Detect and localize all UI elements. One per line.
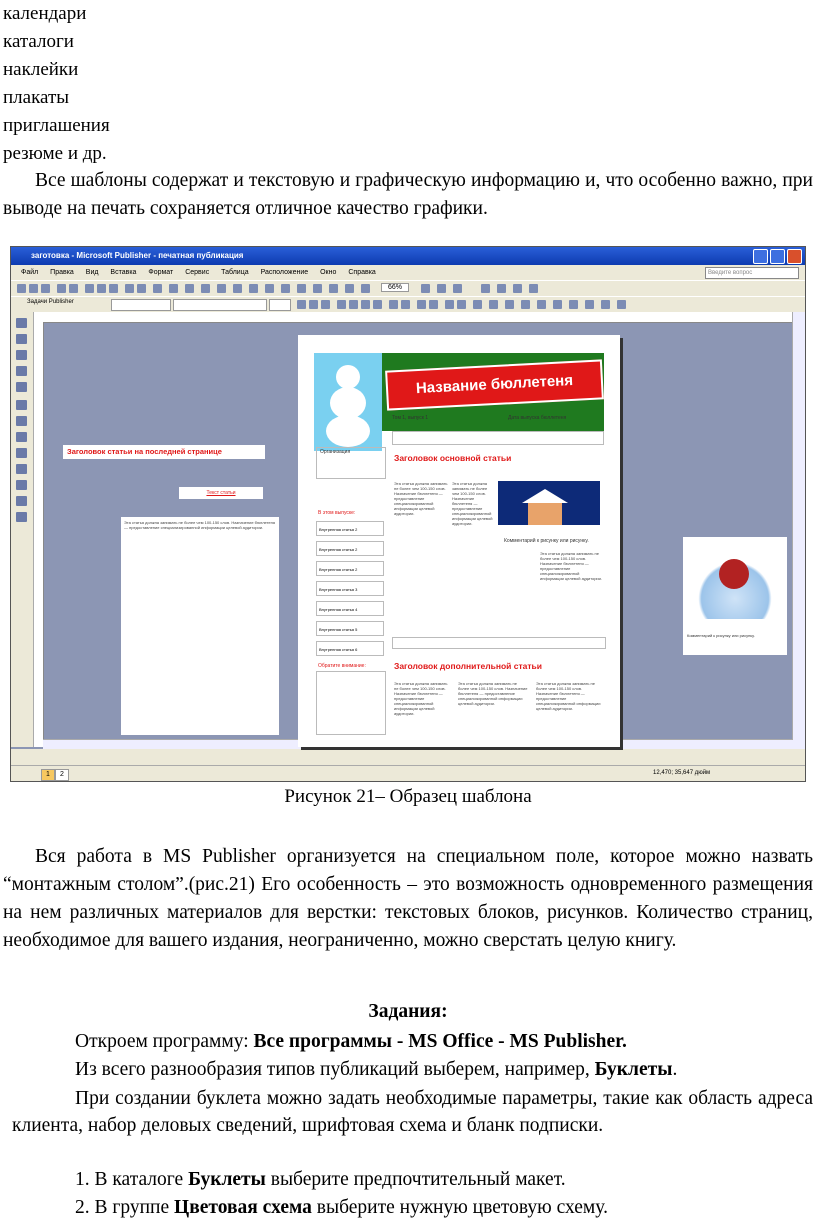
issue-date: Дата выпуска бюллетеня xyxy=(508,415,567,421)
list-item: наклейки xyxy=(3,59,79,80)
paragraph: Все шаблоны содержат и текстовую и графическую информацию и, что особенно важно, при выводе на печать сохраняется отличное качество графики. xyxy=(3,170,813,219)
horizontal-ruler xyxy=(33,312,805,323)
issue: Том 1, выпуск 1 xyxy=(392,415,429,421)
status-bar xyxy=(11,765,805,782)
list-item: приглашения xyxy=(3,115,110,136)
menu-item: Вставка xyxy=(110,269,137,276)
maximize-icon xyxy=(770,249,785,264)
menu-bar xyxy=(11,265,805,280)
text-column: Эта статья должна занимать не более чем 100-150 слов. Назначение бюллетеня — предоставление специализированной информации целевой аудитории. xyxy=(536,681,601,711)
close-icon xyxy=(787,249,802,264)
scratch-caption: Комментарий к рисунку или рисунку. xyxy=(687,633,755,638)
text-column: Эта статья должна занимать не более чем 100-150 слов. Назначение бюллетеня — предоставление специализированной информации целевой аудитории. xyxy=(540,551,602,581)
list-item: календари xyxy=(3,3,87,24)
menu-item: Расположение xyxy=(260,269,309,276)
menu-item: Вид xyxy=(85,269,99,276)
tasks-heading: Задания: xyxy=(368,1001,448,1022)
side-subheading: Текст статьи xyxy=(179,487,263,499)
in-issue-label: В этом выпуске: xyxy=(318,510,356,516)
step-line: 2. В группе Цветовая схема выберите нужную цветовую схему. xyxy=(75,1197,608,1218)
list-item: каталоги xyxy=(3,31,74,52)
menu-item: Правка xyxy=(50,269,74,276)
list-item: плакаты xyxy=(3,87,70,108)
text-column: Эта статья должна занимать не более чем 100-150 слов. Назначение бюллетеня — предоставление специализированной информации целевой аудитории. xyxy=(394,681,448,716)
bottom-toolbar xyxy=(11,749,805,765)
toc-row: Внутренняя статья 2 xyxy=(316,521,384,536)
toc-row: Внутренняя статья 3 xyxy=(316,581,384,596)
toc-row: Внутренняя статья 2 xyxy=(316,541,384,556)
page-button: 1 xyxy=(41,769,55,781)
task-line: При создании буклета можно задать необходимые параметры, такие как область адреса клиента, набор деловых сведений, шрифтовая схема и бланк подписки. xyxy=(12,1088,813,1136)
org-name: Организация xyxy=(320,449,351,455)
ask-question-field: Введите вопрос xyxy=(705,267,799,279)
menu-item: Таблица xyxy=(221,269,249,276)
menu-item: Сервис xyxy=(185,269,210,276)
toc-row: Внутренняя статья 2 xyxy=(316,561,384,576)
menu-item: Справка xyxy=(348,269,376,276)
main-article-heading: Заголовок основной статьи xyxy=(394,453,512,463)
paragraph: Вся работа в MS Publisher организуется на специальном поле, которое можно назвать “монтажным столом”.(рис.21) Его особенность – это возможность одновременного размещения на нем различных материалов для верстки: текстовых блоков, рисунков. Количество страниц, необходимое для вашего издания, неограниченно, можно сверстать целую книгу. xyxy=(3,846,813,951)
coordinates: 12,470; 35,647 дюйм xyxy=(653,770,711,776)
publisher-screenshot xyxy=(10,246,806,782)
menu-item: Окно xyxy=(320,269,337,276)
menu-item: Формат xyxy=(148,269,174,276)
figure-caption: Рисунок 21– Образец шаблона xyxy=(284,786,532,807)
window-title: заготовка - Microsoft Publisher - печатная публикация xyxy=(11,247,805,265)
minimize-icon xyxy=(753,249,768,264)
window-controls xyxy=(753,249,802,264)
newsletter-title: Название бюллетеня xyxy=(385,359,604,410)
scratch-picture xyxy=(683,537,787,655)
list-item: резюме и др. xyxy=(3,143,107,164)
winter-house-image xyxy=(498,481,600,535)
task-line: Из всего разнообразия типов публикаций выберем, например, Буклеты. xyxy=(75,1059,678,1080)
newsletter-page xyxy=(298,335,620,747)
text-column: Эта статья должна занимать не более чем 100-150 слов. Назначение бюллетеня — предоставление специализированной информации целевой аудитории. xyxy=(394,481,448,516)
side-text-frame xyxy=(121,517,279,735)
secondary-article-heading: Заголовок дополнительной статьи xyxy=(394,661,542,671)
special-label: Обратите внимание: xyxy=(318,663,366,669)
vertical-scrollbar xyxy=(792,312,805,752)
toc-row: Внутренняя статья 4 xyxy=(316,601,384,616)
toc-row: Внутренняя статья 6 xyxy=(316,641,384,656)
text-column: Эта статья должна занимать не более чем 100-150 слов. Назначение бюллетеня — предоставление специализированной информации целевой аудитории. xyxy=(452,481,493,526)
snowman-image xyxy=(314,353,382,451)
page-button: 2 xyxy=(55,769,69,781)
picture-caption: Комментарий к рисунку или рисунку. xyxy=(504,538,589,544)
task-line: Откроем программу: Все программы - MS Office - MS Publisher. xyxy=(75,1031,627,1052)
sample-text: Эта статья должна занимать не более чем 100-150 слов. Назначение бюллетеня — предоставление специализированной информации целевой аудитории. xyxy=(124,520,276,530)
toc-row: Внутренняя статья 5 xyxy=(316,621,384,636)
side-heading: Заголовок статьи на последней странице xyxy=(63,445,265,459)
menu-item: Файл xyxy=(21,269,39,276)
text-column: Эта статья должна занимать не более чем 100-150 слов. Назначение бюллетеня — предоставление специализированной информации целевой аудитории. xyxy=(458,681,528,706)
task-pane-label: Задачи Publisher xyxy=(27,299,74,305)
objects-toolbar xyxy=(11,312,34,747)
zoom-box: 66% xyxy=(381,283,409,292)
step-line: 1. В каталоге Буклеты выберите предпочтительный макет. xyxy=(75,1169,566,1190)
vertical-ruler xyxy=(33,322,44,747)
